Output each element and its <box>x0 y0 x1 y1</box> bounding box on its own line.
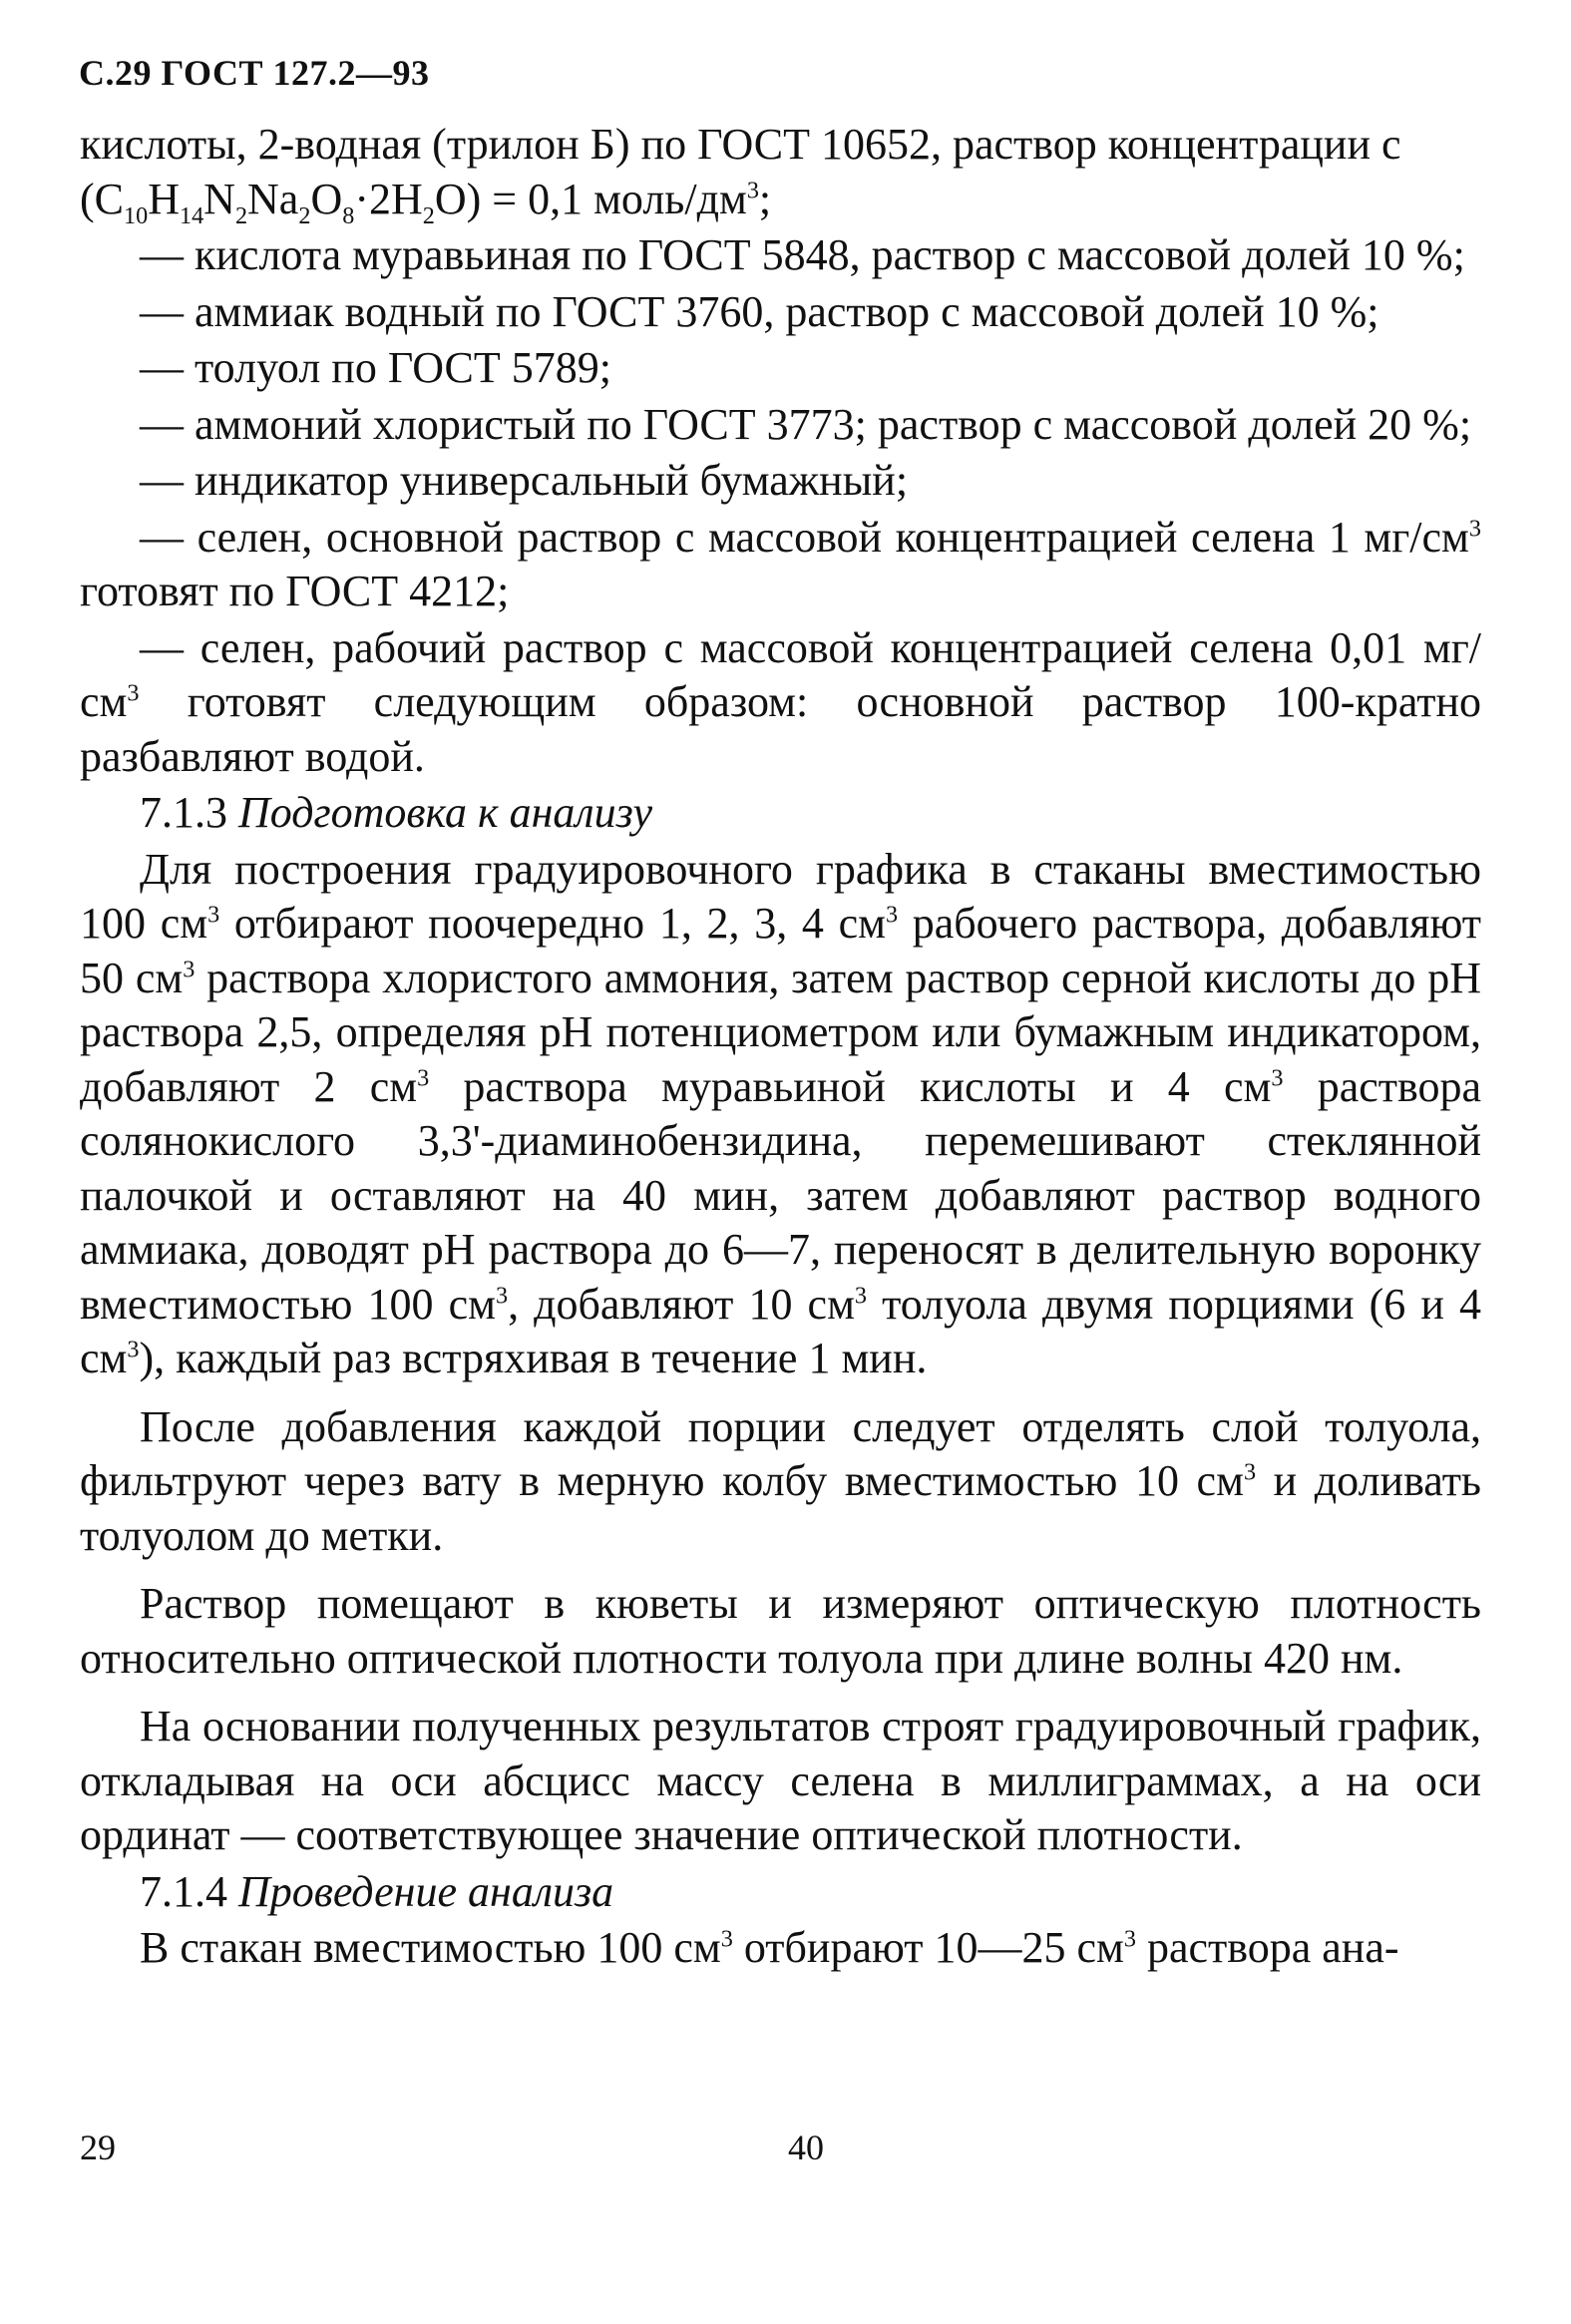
list-item: — кислота муравьиная по ГОСТ 5848, раствор с массовой долей 10 %; <box>140 230 1465 279</box>
reagent-continuation <box>80 118 1481 229</box>
list-item: — толуол по ГОСТ 5789; <box>140 343 611 392</box>
chemical-formula: $(C_{10}H_{14}N_2Na_2O_8\cdot 2H_2O) = 0,1$ моль/$дм^3$; <box>80 174 772 229</box>
section-heading <box>80 786 1481 841</box>
list-item: — аммиак водный по ГОСТ 3760, раствор с массовой долей 10 %; <box>140 286 1379 336</box>
list-item: — селен, рабочий раствор с массовой концентрацией селена 0,01 $мг/см^3$ готовят следующим образом: основной раствор 100-кратно разбавляют водой. <box>80 622 1481 781</box>
list-item: — индикатор универсальный бумажный; <box>140 456 909 505</box>
section-title: Подготовка к анализу <box>238 788 652 837</box>
section-title: Проведение анализа <box>238 1866 614 1916</box>
paragraph: На основании полученных результатов строят градуировочный график, откладывая на оси абсцисс массу селена в миллиграммах, а на оси ординат — соответствующее значение оптической плотности. <box>80 1702 1481 1859</box>
section-number: 7.1.4 <box>140 1866 227 1916</box>
document-body <box>80 118 1481 1978</box>
list-item: — селен, основной раствор с массовой концентрацией селена 1 $мг/см^3$ готовят по ГОСТ 4212; <box>80 512 1481 615</box>
footer-page-left: 29 <box>80 2128 116 2167</box>
footer-page-number: 40 <box>788 2128 824 2167</box>
list-item: — аммоний хлористый по ГОСТ 3773; раствор с массовой долей 20 %; <box>140 399 1472 449</box>
page-header: С.29 ГОСТ 127.2—93 <box>79 53 430 93</box>
paragraph: В стакан вместимостью 100 $см^3$ отбирают 10—25 $см^3$ раствора ана- <box>140 1923 1399 1972</box>
section-heading <box>80 1865 1481 1920</box>
paragraph: Для построения градуировочного графика в стаканы вместимостью 100 $см^3$ отбирают поочередно 1, 2, 3, 4 $см^3$ рабочего раствора, добавляют 50 $см^3$ раствора хлористого аммония, затем раствор серной кислоты до pH раствора 2,5, определяя pH потенциометром или бумажным индикатором, добавляют 2 $см^3$ раствора муравьиной кислоты и 4 $см^3$ раствора солянокислого 3,3'-диаминобензидина, перемешивают стеклянной палочкой и оставляют на 40 мин, затем добавляют раствор водного аммиака, доводят pH раствора до 6—7, переносят в делительную воронку вместимостью 100 $см^3$, добавляют 10 $см^3$ толуола двумя порциями (6 и 4 $см^3$), каждый раз встряхивая в течение 1 мин. <box>80 844 1482 1382</box>
paragraph: После добавления каждой порции следует отделять слой толуола, фильтруют через вату в мерную колбу вместимостью 10 $см^3$ и доливать толуолом до метки. <box>80 1401 1481 1560</box>
paragraph: Раствор помещают в кюветы и измеряют оптическую плотность относительно оптической плотности толуола при длине волны 420 нм. <box>80 1579 1481 1683</box>
section-number: 7.1.3 <box>140 788 227 837</box>
reagent-text: кислоты, 2-водная (трилон Б) по ГОСТ 10652, раствор концентрации c <box>80 120 1401 169</box>
